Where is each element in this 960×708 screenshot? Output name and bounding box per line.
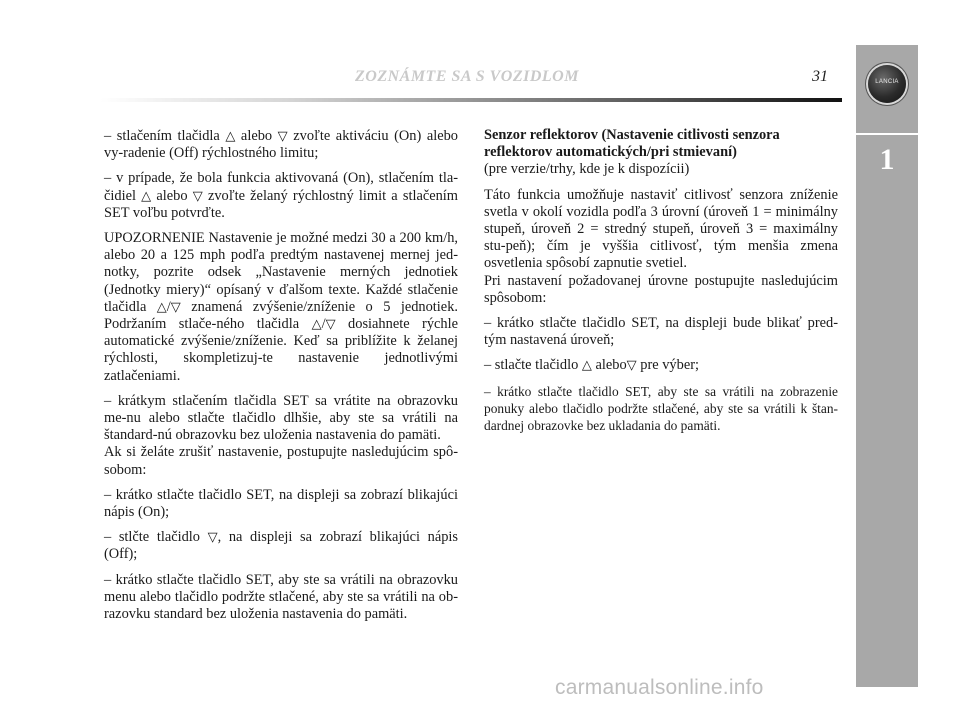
down-triangle-icon: ▽ <box>170 299 181 315</box>
paragraph: – krátko stlačte tlačidlo SET, na displeji sa zobrazí blikajúci nápis (On); <box>104 486 458 521</box>
header-title: ZOZNÁMTE SA S VOZIDLOM <box>355 68 579 85</box>
text: , na displeji sa zobrazí blikajúci nápis (Off); <box>104 529 458 563</box>
up-triangle-icon: △ <box>141 188 152 204</box>
paragraph <box>104 170 458 222</box>
text: UPOZORNENIE Nastavenie je možné medzi 30 a 200 km/h, alebo 20 a 125 mph podľa predtým nastavenej mernej jed-notky, pozrite odsek „Nastavenie merných jednotiek (Jednotky miery)“ opísaný v ďalšom texte. Každé stlačenie tlačidla <box>104 230 458 315</box>
text: znamená zvýšenie/zníženie o 5 jednotiek. Podržaním stlače-ného tlačidla <box>104 298 458 333</box>
watermark: carmanualsonline.info <box>555 676 764 699</box>
text: zvoľte želaný rýchlostný limit a stlačením SET voľbu potvrďte. <box>104 187 459 221</box>
down-triangle-icon: ▽ <box>207 530 218 546</box>
page-number: 31 <box>812 68 828 85</box>
paragraph <box>484 357 838 374</box>
lancia-logo-icon <box>868 65 906 103</box>
up-triangle-icon: △ <box>156 299 167 315</box>
paragraph: – krátko stlačte tlačidlo SET, aby ste sa vrátili na obrazovku menu alebo tlačidlo podržte stlačené, aby ste sa vrátili na ob-razovku standard bez uloženia nastavenia do pamäti. <box>104 571 458 623</box>
down-triangle-icon: ▽ <box>277 129 288 144</box>
chapter-number: 1 <box>879 143 895 176</box>
paragraph: Táto funkcia umožňuje nastaviť citlivosť senzora zníženie svetla v okolí vozidla podľa 3 úrovní (úroveň 1 = minimálny stupeň, úroveň 2 = stredný stupeň, úroveň 3 = maximálny stu-peň); čím je vyššia citlivosť, tým menšia zmena osvetlenia spôsobí zapnutie svetiel. <box>484 186 838 272</box>
text: – stlačením tlačidla <box>104 128 226 144</box>
paragraph <box>104 529 458 563</box>
text: alebo <box>591 357 627 374</box>
paragraph <box>104 230 458 385</box>
text: – v prípade, že bola funkcia aktivovaná (On), stlačením tla-čidiel <box>104 170 458 204</box>
right-column <box>484 127 838 442</box>
page-header <box>0 66 840 96</box>
text: zvoľte aktiváciu (On) alebo vy-radenie (Off) rýchlostného limitu; <box>104 128 459 162</box>
chapter-sidebar <box>856 45 918 687</box>
header-rule <box>100 98 842 102</box>
text: / <box>166 298 171 315</box>
down-triangle-icon: ▽ <box>192 188 203 204</box>
section-heading: Senzor reflektorov (Nastavenie citlivosti senzora reflektorov automatických/pri stmievaní) <box>484 127 780 161</box>
text: / <box>321 316 326 333</box>
text: – stlačte tlačidlo <box>484 357 582 374</box>
paragraph: Ak si želáte zrušiť nastavenie, postupujte nasledujúcim spô-sobom: <box>104 444 458 478</box>
text: alebo <box>235 128 278 144</box>
logo-text: LANCIA <box>875 79 899 85</box>
text: – stlčte tlačidlo <box>104 529 208 546</box>
section-subheading: (pre verzie/trhy, kde je k dispozícii) <box>484 161 690 178</box>
up-triangle-icon: △ <box>311 317 322 333</box>
down-triangle-icon: ▽ <box>325 317 336 333</box>
text: dosiahnete rýchle automatické zvýšenie/zníženie. Keď sa priblížite k želanej rýchlosti, skompletizuj-te nastavenie jednotlivými zatlačeniami. <box>104 316 458 384</box>
paragraph: Pri nastavení požadovanej úrovne postupujte nasledujúcim spôsobom: <box>484 272 838 306</box>
left-column <box>104 128 458 631</box>
up-triangle-icon: △ <box>225 129 236 144</box>
text: alebo <box>151 187 193 204</box>
paragraph <box>104 128 458 162</box>
sidebar-divider <box>856 133 918 135</box>
paragraph: – krátko stlačte tlačidlo SET, aby ste sa vrátili na zobrazenie ponuky alebo tlačidlo podržte stlačené, aby ste sa vrátili k štan-dardnej obrazovke bez ukladania do pamäti. <box>484 383 838 434</box>
up-triangle-icon: △ <box>581 358 592 374</box>
paragraph: – krátkym stlačením tlačidla SET sa vrátite na obrazovku me-nu alebo stlačte tlačidlo dlhšie, aby ste sa vrátili na štandard-nú obrazovku bez uloženia nastavenia do pamäti. <box>104 392 458 444</box>
down-triangle-icon: ▽ <box>626 358 637 374</box>
paragraph: – krátko stlačte tlačidlo SET, na displeji bude blikať pred-tým nastavená úroveň; <box>484 315 838 349</box>
text: pre výber; <box>636 357 700 374</box>
